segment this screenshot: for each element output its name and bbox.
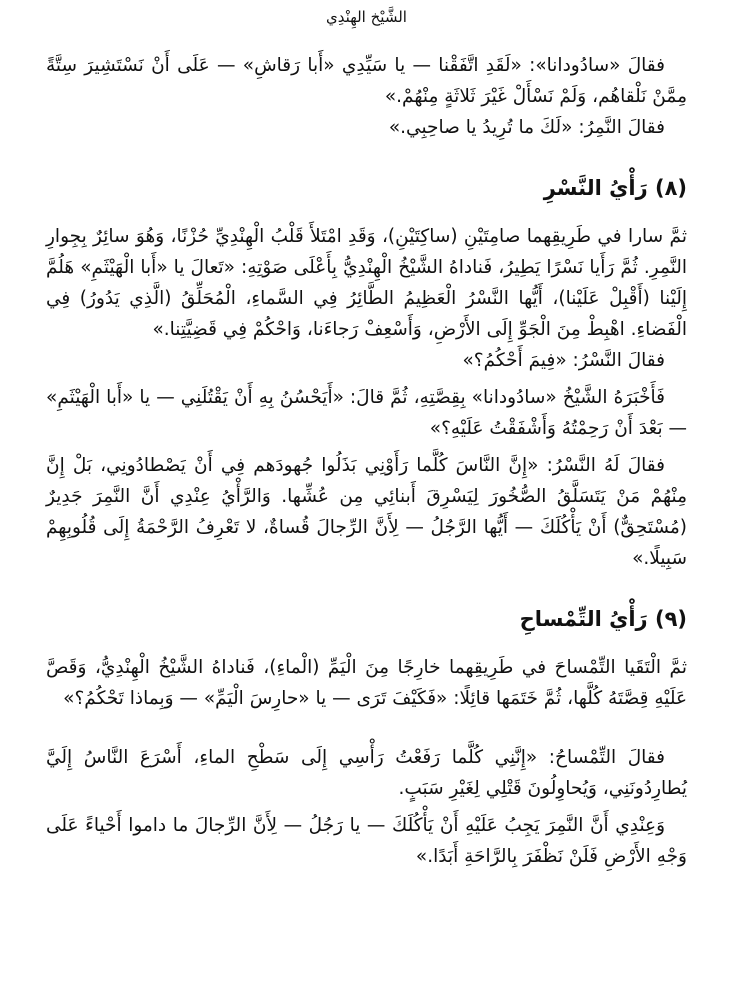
paragraph: ثمَّ الْتَقَيا التِّمْساحَ في طَرِيقِهما خارِجًا مِنَ الْيَمِّ (الْماءِ)، فَناداهُ الشَّيْخُ الْهِنْدِيُّ، وَقَصَّ عَلَيْهِ قِصَّتَهُ كُلَّها، ثُمَّ خَتَمَها قائِلًا: «فَكَيْفَ تَرَى — يا «حارِسَ الْيَمِّ» — وَبِماذا تَحْكُمُ؟» [46,657,687,709]
paragraph: فقالَ النَّسْرُ: «فِيمَ أَحْكُمُ؟» [462,350,665,371]
paragraph: وَعِنْدِي أَنَّ النَّمِرَ يَجِبُ عَلَيْهِ أَنْ يَأْكُلَكَ — يا رَجُلُ — لِأَنَّ الرِّجالَ ما داموا أَحْياءً عَلَى وَجْهِ الأَرْضِ فَلَنْ نَظْفَرَ بِالرَّاحَةِ أَبَدًا.» [46,815,687,867]
paragraph: ثمَّ سارا في طَرِيقِهما صامِتَيْنِ (ساكِتَيْنِ)، وَقَدِ امْتَلأَ قَلْبُ الْهِنْدِيِّ حُزْنًا، وَهُوَ سائِرٌ بِجِوارِ النَّمِرِ. ثُمَّ رَأَيا نَسْرًا يَطِيرُ، فَناداهُ الشَّيْخُ الْهِنْدِيُّ بِأَعْلَى صَوْتِهِ: «تَعالَ يا «أَبا الْهَيْثَمِ» هَلُمَّ إِلَيْنا (أَقْبِلْ عَلَيْنا)، أَيُّها النَّسْرُ الْعَظِيمُ الطَّائِرُ فِي السَّماءِ، الْمُحَلِّقُ (الَّذِي يَدُورُ) فِي الْفَضاءِ. اهْبِطْ مِنَ الْجَوِّ إِلَى الأَرْضِ، وَأَسْعِفْ رَجاءَنا، وَاحْكُمْ فِي قَضِيَّتِنا.» [46,226,687,340]
section-heading-eagle: (٨) رَأْيُ النَّسْرِ [543,176,687,200]
paragraph: فقالَ لَهُ النَّسْرُ: «إِنَّ النَّاسَ كُلَّما رَأَوْنِي بَذَلُوا جُهودَهم فِي أَنْ يَصْطادُونِي، بَلْ إِنَّ مِنْهُمْ مَنْ يَتَسَلَّقُ الصُّخُورَ لِيَسْرِقَ أَبنائِي مِن عُشِّها. وَالرَّأْيُ عِنْدِي أَنَّ النَّمِرَ جَدِيرٌ (مُسْتَحِقٌّ) أَنْ يَأْكُلَكَ — أَيُّها الرَّجُلُ — لِأَنَّ الرِّجالَ قُساةٌ، لا تَعْرِفُ الرَّحْمَةُ إِلَى قُلُوبِهِمْ سَبِيلًا.» [46,455,687,569]
running-header: الشَّيْخ الهِنْدِي [326,8,407,26]
section-heading-crocodile: (٩) رَأْيُ التِّمْساحِ [519,607,687,631]
paragraph: فقالَ النَّمِرُ: «لَكَ ما تُرِيدُ يا صاحِبِي.» [388,117,665,138]
paragraph: فقالَ التِّمْساحُ: «إِنَّنِي كُلَّما رَفَعْتُ رَأْسِي إِلَى سَطْحِ الماءِ، أَسْرَعَ النَّاسُ إِلَيَّ يُطارِدُونَنِي، وَيُحاوِلُونَ قَتْلِي لِغَيْرِ سَبَبٍ. [46,747,687,799]
paragraph: فَأَخْبَرَهُ الشَّيْخُ «سادُودانا» بِقِصَّتِهِ، ثُمَّ قالَ: «أَيَحْسُنُ بِهِ أَنْ يَقْتُلَنِي — يا «أَبا الْهَيْثَمِ» — بَعْدَ أَنْ رَحِمْتُهُ وَأَشْفَقْتُ عَلَيْهِ؟» [46,387,687,439]
paragraph: فقالَ «سادُودانا»: «لَقَدِ اتَّفَقْنا — يا سَيِّدِي «أَبا رَقاشِ» — عَلَى أَنْ نَسْتَشِيرَ سِتَّةً مِمَّنْ نَلْقاهُم، وَلَمْ نَسْأَلْ غَيْرَ ثَلاثَةٍ مِنْهُمْ.» [46,55,687,107]
